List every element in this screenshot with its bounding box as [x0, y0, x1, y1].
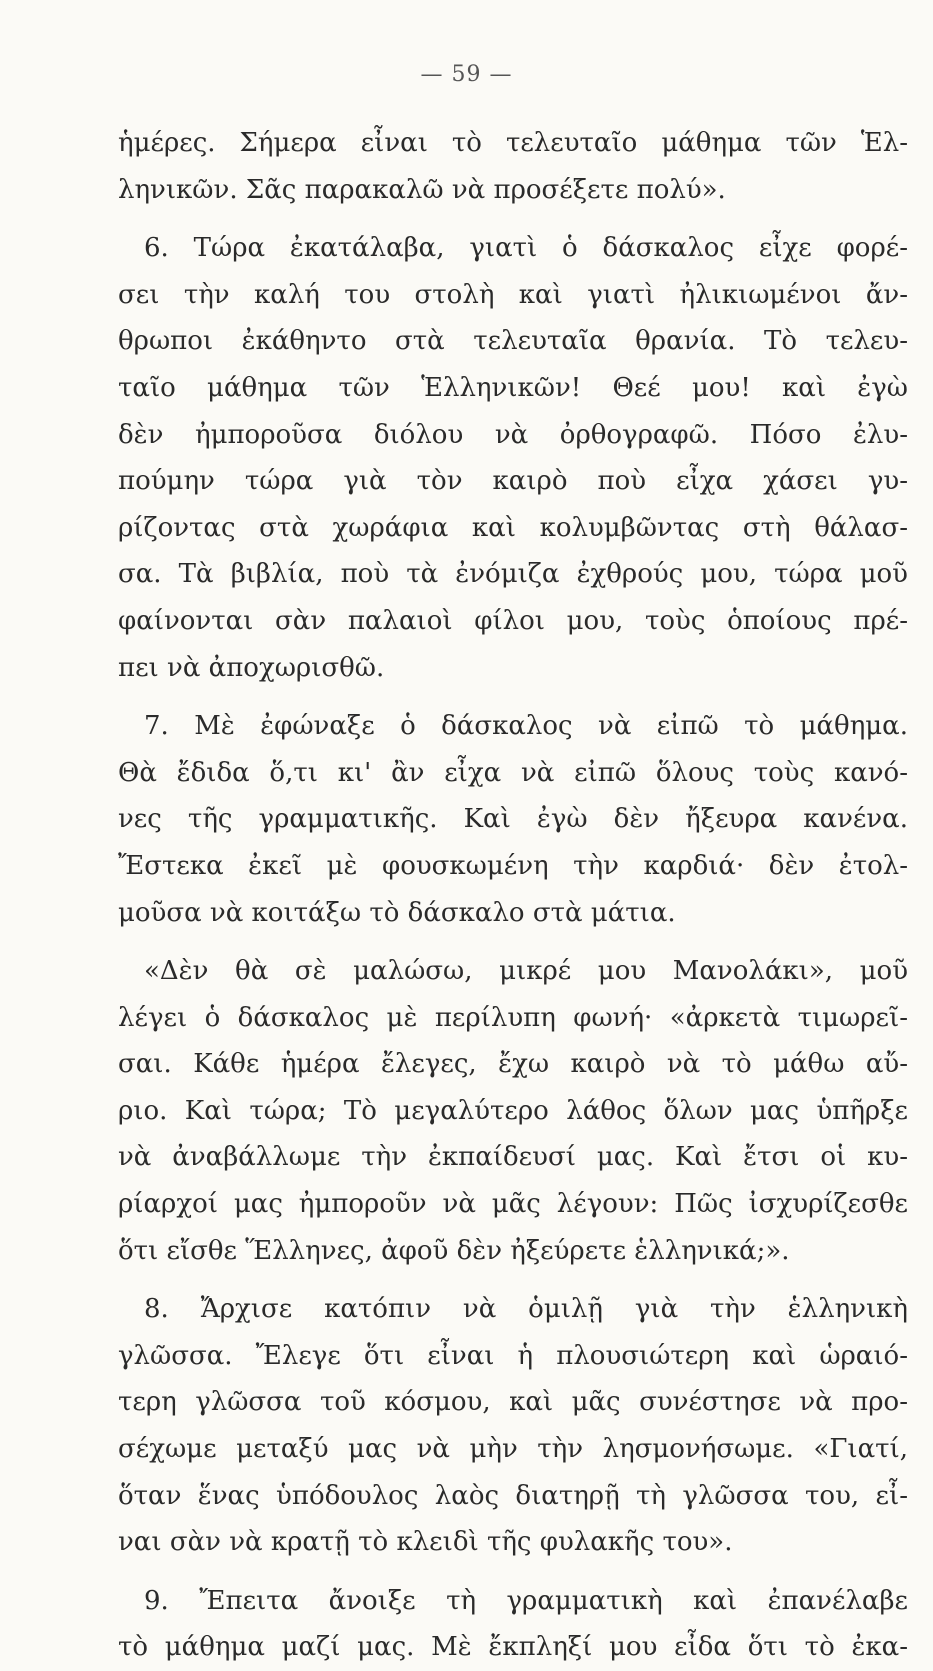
- text-line: δὲν ἠμποροῦσα διόλου νὰ ὀρθογραφῶ. Πόσο ἐλυ-: [118, 419, 908, 450]
- text-line: μοῦσα νὰ κοιτάξω τὸ δάσκαλο στὰ μάτια.: [118, 897, 676, 928]
- text-line: ὅτι εἴσθε Ἕλληνες, ἀφοῦ δὲν ἠξεύρετε ἑλληνικά;».: [118, 1235, 790, 1266]
- text-line: θρωποι ἐκάθηντο στὰ τελευταῖα θρανία. Τὸ τελευ-: [118, 326, 908, 357]
- text-line: νες τῆς γραμματικῆς. Καὶ ἐγὼ δὲν ἤξευρα κανένα.: [118, 804, 908, 835]
- text-line: ναι σὰν νὰ κρατῇ τὸ κλειδὶ τῆς φυλακῆς του».: [118, 1527, 733, 1558]
- text-line: λέγει ὁ δάσκαλος μὲ περίλυπη φωνή· «ἀρκετὰ τιμωρεῖ-: [118, 1002, 908, 1033]
- text-line: 9. Ἔπειτα ἄνοιξε τὴ γραμματικὴ καὶ ἐπανέλαβε: [144, 1585, 908, 1616]
- text-line: σει τὴν καλή του στολὴ καὶ γιατὶ ἠλικιωμένοι ἄν-: [118, 279, 908, 310]
- text-line: τὸ μάθημα μαζί μας. Μὲ ἔκπληξί μου εἶδα ὅτι τὸ ἐκα-: [118, 1632, 908, 1663]
- body-text: [118, 120, 908, 1671]
- text-line: πούμην τώρα γιὰ τὸν καιρὸ ποὺ εἶχα χάσει γυ-: [118, 466, 908, 497]
- text-line: φαίνονται σὰν παλαιοὶ φίλοι μου, τοὺς ὁποίους πρέ-: [118, 605, 908, 636]
- paragraph-gap: [118, 691, 908, 703]
- text-line: ρίαρχοί μας ἠμποροῦν νὰ μᾶς λέγουν: Πῶς ἰσχυρίζεσθε: [118, 1189, 908, 1220]
- page-number: — 59 —: [420, 62, 513, 87]
- text-line: 6. Τώρα ἐκατάλαβα, γιατὶ ὁ δάσκαλος εἶχε φορέ-: [144, 233, 908, 264]
- text-line: 8. Ἄρχισε κατόπιν νὰ ὁμιλῇ γιὰ τὴν ἑλληνικὴ: [144, 1294, 908, 1325]
- text-line: ταῖο μάθημα τῶν Ἑλληνικῶν! Θεέ μου! καὶ ἐγὼ: [118, 372, 908, 403]
- text-line: σαι. Κάθε ἡμέρα ἔλεγες, ἔχω καιρὸ νὰ τὸ μάθω αὔ-: [118, 1049, 908, 1080]
- text-line: σέχωμε μεταξύ μας νὰ μὴν τὴν λησμονήσωμε. «Γιατί,: [118, 1434, 908, 1465]
- paragraph-gap: [118, 213, 908, 225]
- text-line: ὅταν ἕνας ὑπόδουλος λαὸς διατηρῇ τὴ γλῶσσα του, εἶ-: [118, 1480, 908, 1511]
- paragraph-gap: [118, 936, 908, 948]
- text-line: ρίζοντας στὰ χωράφια καὶ κολυμβῶντας στὴ θάλασ-: [118, 512, 908, 543]
- text-line: ριο. Καὶ τώρα; Τὸ μεγαλύτερο λάθος ὅλων μας ὑπῆρξε: [118, 1095, 908, 1126]
- text-line: Θὰ ἔδιδα ὅ,τι κι' ἂν εἶχα νὰ εἰπῶ ὅλους τοὺς κανό-: [118, 757, 908, 788]
- text-line: νὰ ἀναβάλλωμε τὴν ἐκπαίδευσί μας. Καὶ ἔτσι οἱ κυ-: [118, 1142, 908, 1173]
- paragraph-gap: [118, 1566, 908, 1578]
- text-line: Ἔστεκα ἐκεῖ μὲ φουσκωμένη τὴν καρδιά· δὲν ἐτολ-: [118, 850, 908, 881]
- text-line: πει νὰ ἀποχωρισθῶ.: [118, 652, 385, 683]
- text-line: γλῶσσα. Ἔλεγε ὅτι εἶναι ἡ πλουσιώτερη καὶ ὡραιό-: [118, 1340, 908, 1371]
- paragraph-gap: [118, 1274, 908, 1286]
- text-line: ληνικῶν. Σᾶς παρακαλῶ νὰ προσέξετε πολύ».: [118, 174, 726, 205]
- text-line: σα. Τὰ βιβλία, ποὺ τὰ ἐνόμιζα ἐχθρούς μου, τώρα μοῦ: [118, 559, 908, 590]
- text-line: «Δὲν θὰ σὲ μαλώσω, μικρέ μου Μανολάκι», μοῦ: [144, 956, 908, 987]
- text-line: τερη γλῶσσα τοῦ κόσμου, καὶ μᾶς συνέστησε νὰ προ-: [118, 1387, 908, 1418]
- text-line: 7. Μὲ ἐφώναξε ὁ δάσκαλος νὰ εἰπῶ τὸ μάθημα.: [144, 711, 908, 742]
- text-line: ἡμέρες. Σήμερα εἶναι τὸ τελευταῖο μάθημα τῶν Ἑλ-: [118, 128, 908, 158]
